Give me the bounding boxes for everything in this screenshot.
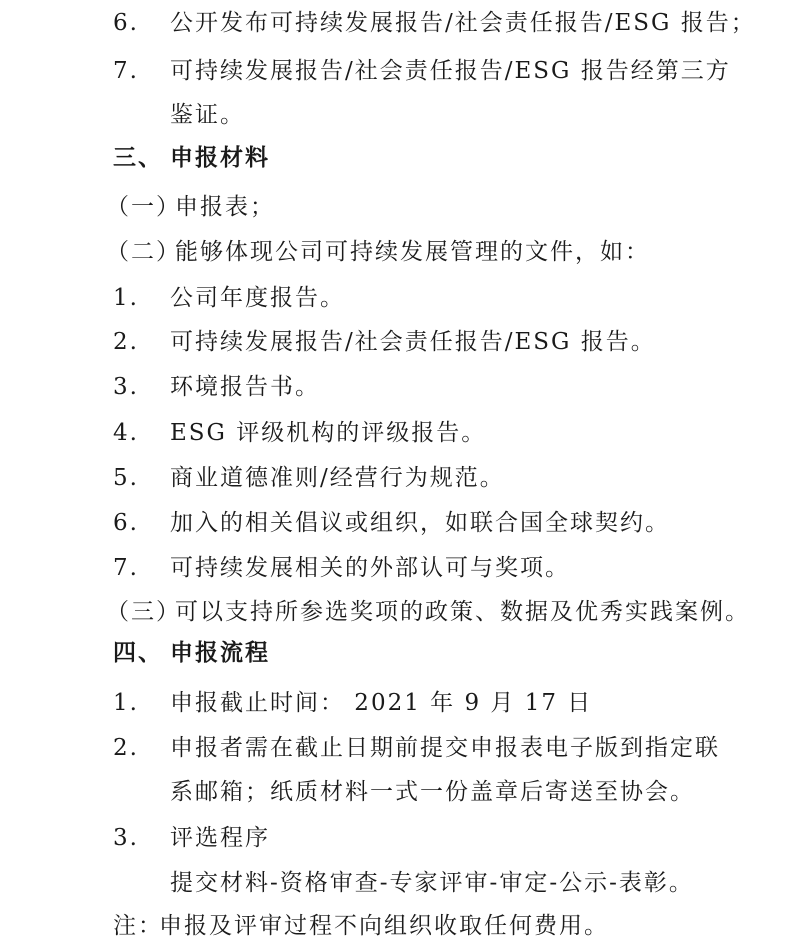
item-number: 3. — [113, 825, 139, 851]
item-text: 公开发布可持续发展报告/社会责任报告/ESG 报告； — [170, 10, 756, 36]
item-text: 商业道德准则/经营行为规范。 — [170, 465, 505, 491]
note-text: 申报及评审过程不向组织收取任何费用。 — [159, 913, 609, 939]
section-title: 申报流程 — [170, 639, 270, 666]
item-number: 6. — [113, 10, 139, 36]
item-text: 加入的相关倡议或组织，如联合国全球契约。 — [170, 510, 670, 536]
item-text: 环境报告书。 — [170, 374, 320, 400]
item-number: 2. — [113, 735, 139, 761]
item-text: 申报表； — [175, 194, 275, 220]
item-number: 5. — [113, 465, 139, 491]
item-text: 系邮箱；纸质材料一式一份盖章后寄送至协会。 — [170, 779, 695, 805]
item-number: 1. — [113, 690, 139, 716]
item-text: 可持续发展报告/社会责任报告/ESG 报告。 — [170, 329, 656, 355]
item-text: 可持续发展报告/社会责任报告/ESG 报告经第三方 — [170, 58, 731, 84]
item-text: ESG 评级机构的评级报告。 — [170, 420, 487, 446]
item-text: 可以支持所参选奖项的政策、数据及优秀实践案例。 — [175, 599, 750, 625]
item-text: 可持续发展相关的外部认可与奖项。 — [170, 555, 570, 581]
item-number: 4. — [113, 420, 139, 446]
item-text: 申报者需在截止日期前提交申报表电子版到指定联 — [170, 735, 720, 761]
section-number: 四、 — [113, 639, 163, 666]
item-number: 3. — [113, 374, 139, 400]
item-text: 鉴证。 — [170, 102, 245, 128]
item-text: 能够体现公司可持续发展管理的文件，如： — [175, 239, 650, 265]
item-number: 2. — [113, 329, 139, 355]
item-number: 7. — [113, 555, 139, 581]
section-title: 申报材料 — [170, 144, 270, 171]
item-text: 申报截止时间： 2021 年 9 月 17 日 — [170, 690, 593, 716]
item-number: 6. — [113, 510, 139, 536]
item-number: （二） — [106, 239, 181, 265]
item-text: 提交材料-资格审查-专家评审-审定-公示-表彰。 — [170, 870, 694, 896]
item-number: 7. — [113, 58, 139, 84]
item-number: （三） — [106, 599, 181, 625]
note-label: 注： — [113, 913, 163, 939]
item-number: 1. — [113, 285, 139, 311]
section-number: 三、 — [113, 144, 163, 171]
item-text: 公司年度报告。 — [170, 285, 345, 311]
item-number: （一） — [106, 194, 181, 220]
item-text: 评选程序 — [170, 825, 270, 851]
